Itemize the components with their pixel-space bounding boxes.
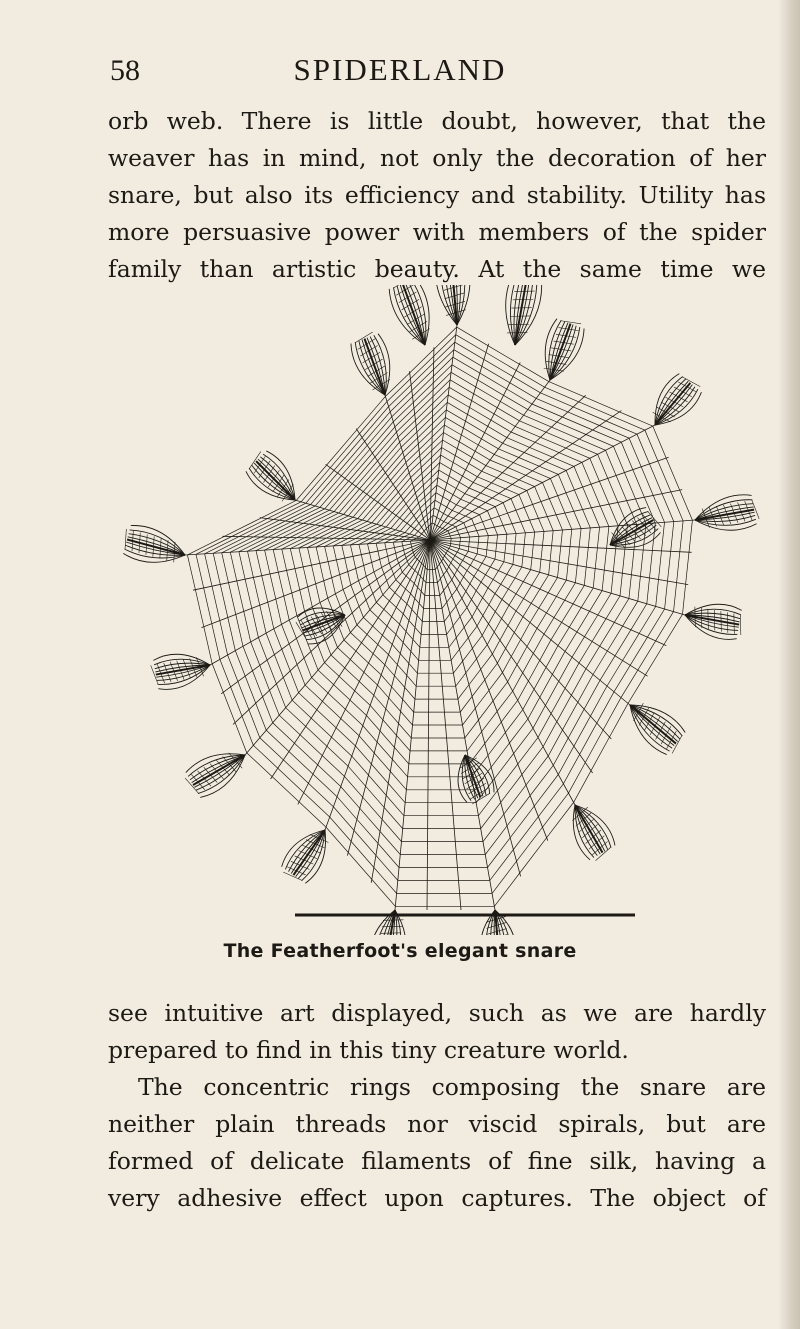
text-line: family than artistic beauty. At the same time we <box>108 255 766 283</box>
text-line: more persuasive power with members of the spider <box>108 218 766 246</box>
running-head <box>0 48 800 98</box>
text-line: orb web. There is little doubt, however, that the <box>108 107 766 135</box>
text-line: The concentric rings composing the snare are <box>138 1073 766 1101</box>
text-line: weaver has in mind, not only the decoration of her <box>108 144 766 172</box>
bottom-paragraph <box>108 995 766 1217</box>
top-paragraph <box>108 103 766 288</box>
page-number: 58 <box>110 54 140 87</box>
text-line: snare, but also its efficiency and stability. Utility has <box>108 181 766 209</box>
book-title: SPIDERLAND <box>293 52 507 87</box>
text-line: formed of delicate filaments of fine silk, having a <box>108 1147 766 1175</box>
figure-caption: The Featherfoot's elegant snare <box>223 940 577 962</box>
feathered-orb-web-illustration-icon <box>95 285 785 935</box>
text-line: prepared to find in this tiny creature world. <box>108 1036 629 1064</box>
text-line: very adhesive effect upon captures. The object of <box>108 1184 766 1212</box>
text-line: neither plain threads nor viscid spirals, but are <box>108 1110 766 1138</box>
text-line: see intuitive art displayed, such as we are hardly <box>108 999 766 1027</box>
web-illustration <box>95 285 785 935</box>
